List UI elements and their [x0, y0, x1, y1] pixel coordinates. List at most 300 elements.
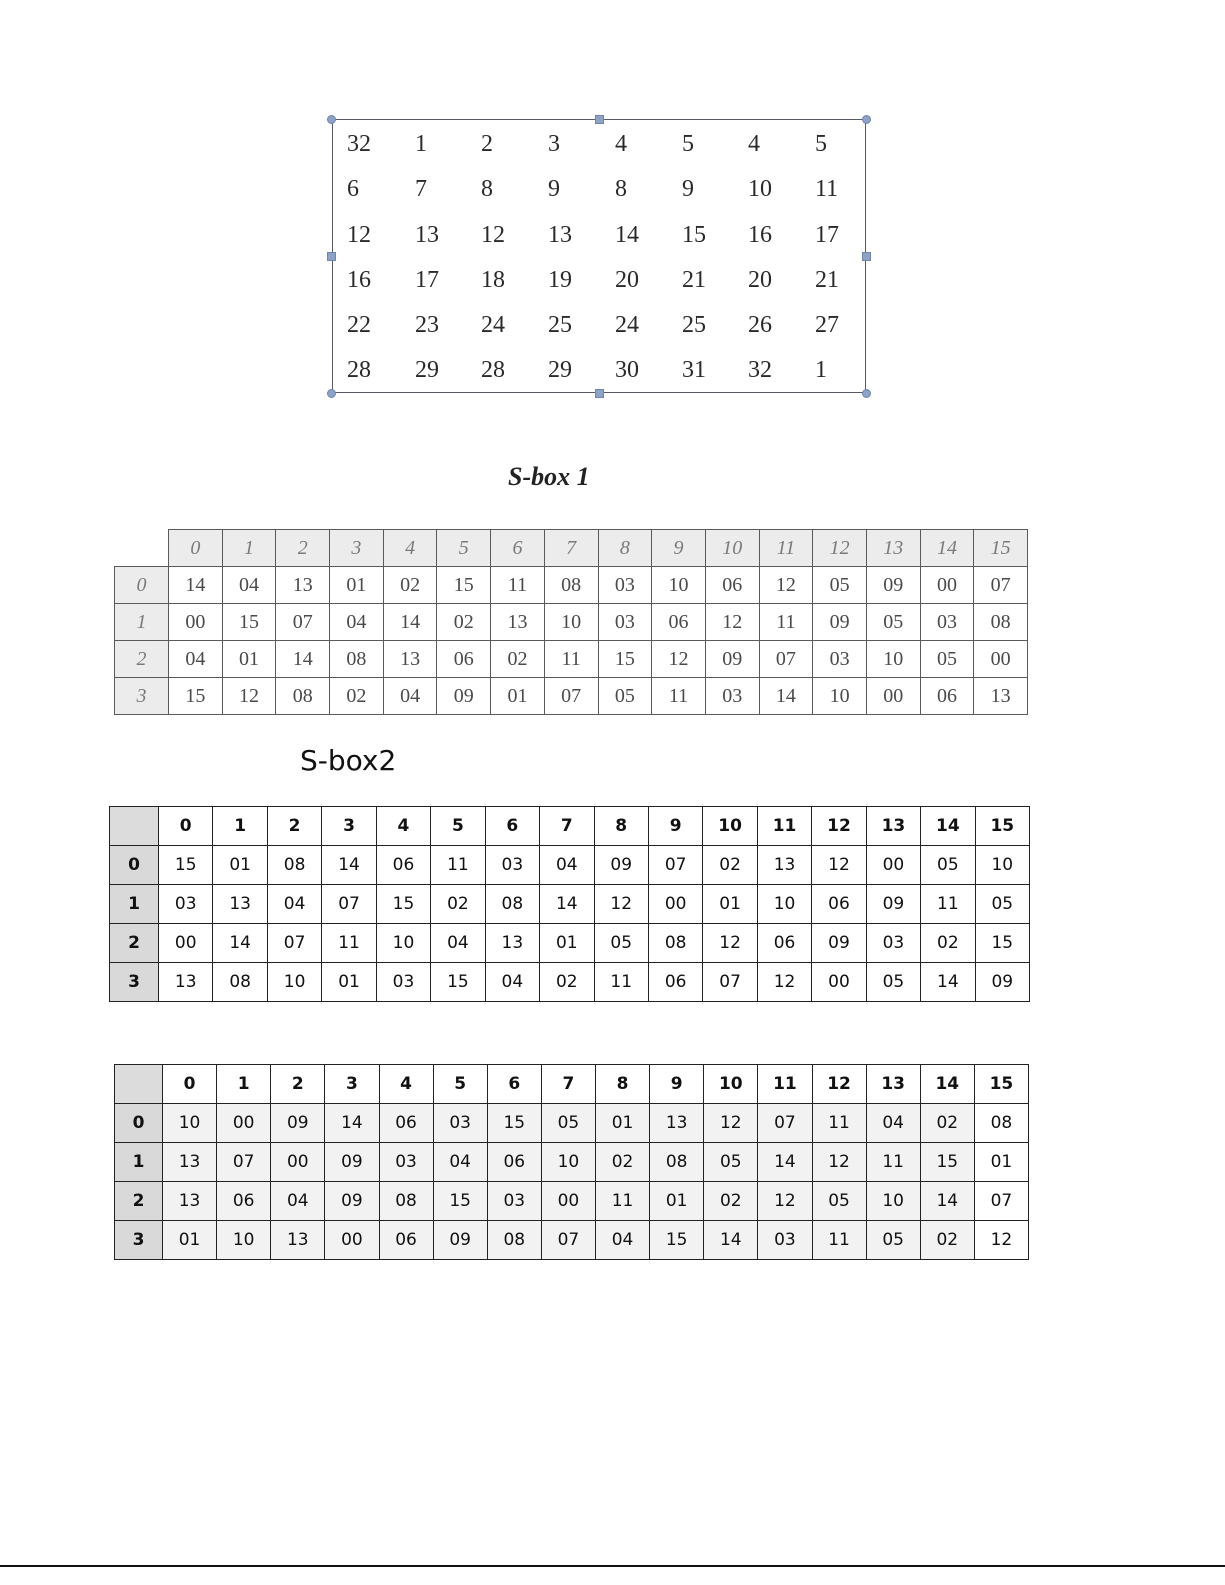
- table-cell: 00: [866, 678, 920, 715]
- table-cell: 13: [757, 846, 811, 885]
- table-cell: 01: [163, 1221, 217, 1260]
- table-cell: 13: [650, 1104, 704, 1143]
- table-cell: 09: [975, 963, 1029, 1002]
- table-cell: 08: [276, 678, 330, 715]
- table-cell: 01: [650, 1182, 704, 1221]
- expansion-cell: 21: [682, 267, 706, 293]
- table-cell: 03: [758, 1221, 812, 1260]
- table-cell: 02: [383, 567, 437, 604]
- table-cell: 02: [330, 678, 384, 715]
- table-cell: 06: [379, 1221, 433, 1260]
- table-cell: 05: [920, 641, 974, 678]
- resize-handle-top-left[interactable]: [327, 115, 336, 124]
- column-header: 6: [491, 530, 545, 567]
- table-cell: 02: [431, 885, 485, 924]
- table-cell: 00: [866, 846, 920, 885]
- table-cell: 07: [974, 1182, 1028, 1221]
- column-header: 8: [594, 807, 648, 846]
- table-cell: 00: [974, 641, 1028, 678]
- expansion-table-image[interactable]: [332, 119, 866, 393]
- expansion-cell: 28: [347, 357, 371, 383]
- table-cell: 15: [376, 885, 430, 924]
- expansion-cell: 29: [415, 357, 439, 383]
- table-header-row: [110, 807, 1030, 846]
- column-header: 4: [376, 807, 430, 846]
- table-cell: 03: [598, 604, 652, 641]
- table-cell: 04: [169, 641, 223, 678]
- table-cell: 02: [491, 641, 545, 678]
- row-header: 3: [115, 1221, 163, 1260]
- expansion-cell: 22: [347, 312, 371, 338]
- column-header: 1: [222, 530, 276, 567]
- table-cell: 04: [866, 1104, 920, 1143]
- table-cell: 14: [758, 1143, 812, 1182]
- expansion-cell: 4: [748, 131, 760, 157]
- table-cell: 00: [159, 924, 213, 963]
- expansion-cell: 28: [481, 357, 505, 383]
- table-corner-cell: [115, 530, 169, 567]
- table-cell: 09: [812, 924, 866, 963]
- table-cell: 14: [169, 567, 223, 604]
- table-cell: 06: [217, 1182, 271, 1221]
- table-row: [115, 1221, 1029, 1260]
- table-cell: 02: [596, 1143, 650, 1182]
- table-cell: 01: [491, 678, 545, 715]
- expansion-cell: 14: [615, 222, 639, 248]
- column-header: 14: [921, 807, 975, 846]
- table-cell: 13: [163, 1143, 217, 1182]
- table-row: [115, 678, 1028, 715]
- expansion-cell: 24: [481, 312, 505, 338]
- row-header: 2: [110, 924, 159, 963]
- column-header: 13: [866, 530, 920, 567]
- table-cell: 13: [383, 641, 437, 678]
- table-cell: 02: [920, 1221, 974, 1260]
- table-cell: 14: [213, 924, 267, 963]
- table-row: [115, 567, 1028, 604]
- table-cell: 10: [267, 963, 321, 1002]
- table-cell: 14: [759, 678, 813, 715]
- table-cell: 09: [325, 1143, 379, 1182]
- column-header: 10: [703, 807, 757, 846]
- column-header: 11: [759, 530, 813, 567]
- resize-handle-middle-left[interactable]: [327, 252, 336, 261]
- table-cell: 07: [322, 885, 376, 924]
- column-header: 12: [812, 807, 866, 846]
- row-header: 0: [115, 567, 169, 604]
- table-cell: 11: [812, 1221, 866, 1260]
- expansion-cell: 7: [415, 176, 427, 202]
- table-cell: 13: [159, 963, 213, 1002]
- expansion-cell: 32: [347, 131, 371, 157]
- table-cell: 04: [596, 1221, 650, 1260]
- table-cell: 00: [271, 1143, 325, 1182]
- table-cell: 04: [222, 567, 276, 604]
- table-cell: 05: [866, 604, 920, 641]
- table-row: [115, 1143, 1029, 1182]
- table-row: [110, 885, 1030, 924]
- column-header: 0: [169, 530, 223, 567]
- table-cell: 05: [921, 846, 975, 885]
- table-cell: 13: [491, 604, 545, 641]
- row-header: 2: [115, 1182, 163, 1221]
- expansion-cell: 12: [481, 222, 505, 248]
- row-header: 3: [110, 963, 159, 1002]
- table-cell: 08: [544, 567, 598, 604]
- resize-handle-middle-right[interactable]: [862, 252, 871, 261]
- table-cell: 06: [705, 567, 759, 604]
- table-cell: 08: [487, 1221, 541, 1260]
- table-corner-cell: [110, 807, 159, 846]
- expansion-cell: 23: [415, 312, 439, 338]
- column-header: 10: [705, 530, 759, 567]
- table-cell: 04: [267, 885, 321, 924]
- table-cell: 04: [383, 678, 437, 715]
- resize-handle-bottom-right[interactable]: [862, 389, 871, 398]
- table-cell: 08: [330, 641, 384, 678]
- column-header: 13: [866, 1065, 920, 1104]
- row-header: 0: [115, 1104, 163, 1143]
- table-cell: 06: [920, 678, 974, 715]
- table-cell: 14: [921, 963, 975, 1002]
- expansion-cell: 1: [415, 131, 427, 157]
- table-cell: 03: [813, 641, 867, 678]
- table-cell: 03: [705, 678, 759, 715]
- table-row: [110, 963, 1030, 1002]
- table-cell: 05: [813, 567, 867, 604]
- table-cell: 07: [759, 641, 813, 678]
- table-cell: 12: [812, 846, 866, 885]
- table-cell: 00: [812, 963, 866, 1002]
- column-header: 5: [437, 530, 491, 567]
- table-cell: 06: [812, 885, 866, 924]
- expansion-cell: 27: [815, 312, 839, 338]
- table-cell: 04: [433, 1143, 487, 1182]
- table-cell: 15: [487, 1104, 541, 1143]
- expansion-cell: 31: [682, 357, 706, 383]
- table-cell: 13: [485, 924, 539, 963]
- table-cell: 08: [648, 924, 702, 963]
- table-cell: 10: [757, 885, 811, 924]
- table-cell: 14: [322, 846, 376, 885]
- column-header: 12: [813, 530, 867, 567]
- table-cell: 09: [866, 885, 920, 924]
- table-cell: 12: [974, 1221, 1028, 1260]
- expansion-cell: 16: [748, 222, 772, 248]
- column-header: 6: [487, 1065, 541, 1104]
- expansion-cell: 25: [682, 312, 706, 338]
- sbox2-table: [109, 806, 1030, 1002]
- table-cell: 08: [485, 885, 539, 924]
- table-cell: 13: [276, 567, 330, 604]
- table-cell: 14: [704, 1221, 758, 1260]
- table-cell: 13: [213, 885, 267, 924]
- row-header: 1: [110, 885, 159, 924]
- table-cell: 03: [487, 1182, 541, 1221]
- table-cell: 10: [376, 924, 430, 963]
- sbox1-table: [114, 529, 1028, 715]
- table-cell: 06: [757, 924, 811, 963]
- table-cell: 09: [705, 641, 759, 678]
- table-cell: 11: [812, 1104, 866, 1143]
- table-cell: 12: [594, 885, 648, 924]
- column-header: 13: [866, 807, 920, 846]
- expansion-cell: 8: [481, 176, 493, 202]
- column-header: 15: [974, 1065, 1028, 1104]
- table-cell: 05: [598, 678, 652, 715]
- expansion-cell: 26: [748, 312, 772, 338]
- table-header-row: [115, 530, 1028, 567]
- expansion-cell: 25: [548, 312, 572, 338]
- table-cell: 12: [757, 963, 811, 1002]
- expansion-cell: 12: [347, 222, 371, 248]
- table-cell: 15: [431, 963, 485, 1002]
- table-cell: 09: [813, 604, 867, 641]
- row-header: 1: [115, 604, 169, 641]
- column-header: 2: [276, 530, 330, 567]
- table-cell: 05: [541, 1104, 595, 1143]
- table-cell: 07: [276, 604, 330, 641]
- table-cell: 08: [974, 604, 1028, 641]
- table-cell: 07: [648, 846, 702, 885]
- column-header: 8: [598, 530, 652, 567]
- column-header: 2: [267, 807, 321, 846]
- resize-handle-bottom-left[interactable]: [327, 389, 336, 398]
- expansion-cell: 10: [748, 176, 772, 202]
- table-cell: 14: [920, 1182, 974, 1221]
- table-cell: 10: [813, 678, 867, 715]
- expansion-cell: 15: [682, 222, 706, 248]
- table-cell: 15: [650, 1221, 704, 1260]
- column-header: 9: [648, 807, 702, 846]
- column-header: 0: [159, 807, 213, 846]
- expansion-cell: 19: [548, 267, 572, 293]
- table-cell: 01: [330, 567, 384, 604]
- expansion-table-grid: [333, 120, 865, 392]
- column-header: 9: [650, 1065, 704, 1104]
- expansion-cell: 9: [548, 176, 560, 202]
- table-cell: 12: [759, 567, 813, 604]
- table-cell: 09: [433, 1221, 487, 1260]
- column-header: 4: [383, 530, 437, 567]
- table-cell: 15: [169, 678, 223, 715]
- expansion-cell: 1: [815, 357, 827, 383]
- table-cell: 04: [271, 1182, 325, 1221]
- table-row: [115, 641, 1028, 678]
- expansion-cell: 21: [815, 267, 839, 293]
- column-header: 12: [812, 1065, 866, 1104]
- table-cell: 02: [540, 963, 594, 1002]
- table-cell: 10: [217, 1221, 271, 1260]
- table-cell: 01: [222, 641, 276, 678]
- table-cell: 02: [704, 1182, 758, 1221]
- table-cell: 00: [541, 1182, 595, 1221]
- table-cell: 07: [703, 963, 757, 1002]
- expansion-cell: 18: [481, 267, 505, 293]
- column-header: 1: [213, 807, 267, 846]
- table-cell: 08: [650, 1143, 704, 1182]
- table-cell: 12: [703, 924, 757, 963]
- expansion-cell: 6: [347, 176, 359, 202]
- table-cell: 04: [540, 846, 594, 885]
- column-header: 4: [379, 1065, 433, 1104]
- table-corner-cell: [115, 1065, 163, 1104]
- table-cell: 10: [541, 1143, 595, 1182]
- sbox3-table: [114, 1064, 1029, 1260]
- table-cell: 03: [485, 846, 539, 885]
- table-cell: 12: [652, 641, 706, 678]
- table-cell: 07: [267, 924, 321, 963]
- table-cell: 08: [213, 963, 267, 1002]
- table-cell: 11: [431, 846, 485, 885]
- table-cell: 11: [596, 1182, 650, 1221]
- table-cell: 09: [325, 1182, 379, 1221]
- column-header: 1: [217, 1065, 271, 1104]
- column-header: 0: [163, 1065, 217, 1104]
- row-header: 2: [115, 641, 169, 678]
- table-cell: 09: [271, 1104, 325, 1143]
- expansion-cell: 8: [615, 176, 627, 202]
- table-row: [110, 924, 1030, 963]
- table-cell: 02: [921, 924, 975, 963]
- expansion-cell: 13: [548, 222, 572, 248]
- row-header: 3: [115, 678, 169, 715]
- table-cell: 00: [325, 1221, 379, 1260]
- sbox1-title: S-box 1: [508, 462, 590, 491]
- column-header: 3: [325, 1065, 379, 1104]
- resize-handle-top-center[interactable]: [595, 115, 604, 124]
- column-header: 6: [485, 807, 539, 846]
- table-cell: 15: [920, 1143, 974, 1182]
- expansion-cell: 30: [615, 357, 639, 383]
- table-cell: 02: [920, 1104, 974, 1143]
- table-cell: 08: [267, 846, 321, 885]
- table-cell: 09: [866, 567, 920, 604]
- table-cell: 08: [974, 1104, 1028, 1143]
- table-cell: 03: [920, 604, 974, 641]
- column-header: 7: [544, 530, 598, 567]
- column-header: 8: [596, 1065, 650, 1104]
- table-cell: 10: [544, 604, 598, 641]
- table-cell: 06: [487, 1143, 541, 1182]
- table-cell: 01: [540, 924, 594, 963]
- table-cell: 02: [437, 604, 491, 641]
- table-cell: 01: [974, 1143, 1028, 1182]
- table-cell: 00: [169, 604, 223, 641]
- table-cell: 15: [159, 846, 213, 885]
- table-cell: 11: [866, 1143, 920, 1182]
- table-cell: 10: [652, 567, 706, 604]
- column-header: 7: [541, 1065, 595, 1104]
- table-cell: 03: [159, 885, 213, 924]
- table-cell: 09: [437, 678, 491, 715]
- column-header: 9: [652, 530, 706, 567]
- table-row: [110, 846, 1030, 885]
- table-cell: 01: [213, 846, 267, 885]
- table-cell: 03: [433, 1104, 487, 1143]
- table-cell: 06: [437, 641, 491, 678]
- column-header: 3: [322, 807, 376, 846]
- table-cell: 08: [379, 1182, 433, 1221]
- table-cell: 05: [812, 1182, 866, 1221]
- column-header: 2: [271, 1065, 325, 1104]
- table-cell: 07: [544, 678, 598, 715]
- table-cell: 01: [703, 885, 757, 924]
- table-cell: 00: [920, 567, 974, 604]
- table-cell: 06: [379, 1104, 433, 1143]
- resize-handle-bottom-center[interactable]: [595, 389, 604, 398]
- table-cell: 06: [648, 963, 702, 1002]
- table-cell: 11: [652, 678, 706, 715]
- table-cell: 07: [541, 1221, 595, 1260]
- page-bottom-rule: [0, 1565, 1225, 1567]
- resize-handle-top-right[interactable]: [862, 115, 871, 124]
- table-cell: 11: [491, 567, 545, 604]
- expansion-cell: 17: [415, 267, 439, 293]
- expansion-cell: 32: [748, 357, 772, 383]
- table-cell: 07: [758, 1104, 812, 1143]
- column-header: 11: [757, 807, 811, 846]
- column-header: 3: [330, 530, 384, 567]
- column-header: 10: [704, 1065, 758, 1104]
- column-header: 5: [433, 1065, 487, 1104]
- table-cell: 05: [594, 924, 648, 963]
- table-cell: 00: [648, 885, 702, 924]
- table-cell: 15: [433, 1182, 487, 1221]
- expansion-cell: 24: [615, 312, 639, 338]
- table-cell: 15: [598, 641, 652, 678]
- table-cell: 05: [866, 1221, 920, 1260]
- column-header: 11: [758, 1065, 812, 1104]
- table-cell: 11: [544, 641, 598, 678]
- table-cell: 15: [222, 604, 276, 641]
- table-cell: 14: [276, 641, 330, 678]
- table-cell: 14: [383, 604, 437, 641]
- table-cell: 05: [975, 885, 1029, 924]
- table-row: [115, 1104, 1029, 1143]
- table-cell: 11: [759, 604, 813, 641]
- table-cell: 10: [866, 641, 920, 678]
- table-cell: 10: [163, 1104, 217, 1143]
- table-row: [115, 604, 1028, 641]
- row-header: 0: [110, 846, 159, 885]
- column-header: 15: [974, 530, 1028, 567]
- table-cell: 13: [974, 678, 1028, 715]
- table-cell: 11: [594, 963, 648, 1002]
- table-cell: 03: [866, 924, 920, 963]
- expansion-cell: 4: [615, 131, 627, 157]
- column-header: 15: [975, 807, 1029, 846]
- table-cell: 03: [598, 567, 652, 604]
- table-cell: 12: [812, 1143, 866, 1182]
- table-cell: 12: [222, 678, 276, 715]
- table-cell: 09: [594, 846, 648, 885]
- expansion-cell: 13: [415, 222, 439, 248]
- table-cell: 15: [437, 567, 491, 604]
- expansion-cell: 11: [815, 176, 839, 202]
- table-cell: 14: [325, 1104, 379, 1143]
- table-cell: 06: [376, 846, 430, 885]
- table-cell: 07: [974, 567, 1028, 604]
- table-cell: 03: [376, 963, 430, 1002]
- table-cell: 00: [217, 1104, 271, 1143]
- expansion-cell: 16: [347, 267, 371, 293]
- expansion-cell: 20: [748, 267, 772, 293]
- table-cell: 12: [704, 1104, 758, 1143]
- table-cell: 14: [540, 885, 594, 924]
- table-header-row: [115, 1065, 1029, 1104]
- row-header: 1: [115, 1143, 163, 1182]
